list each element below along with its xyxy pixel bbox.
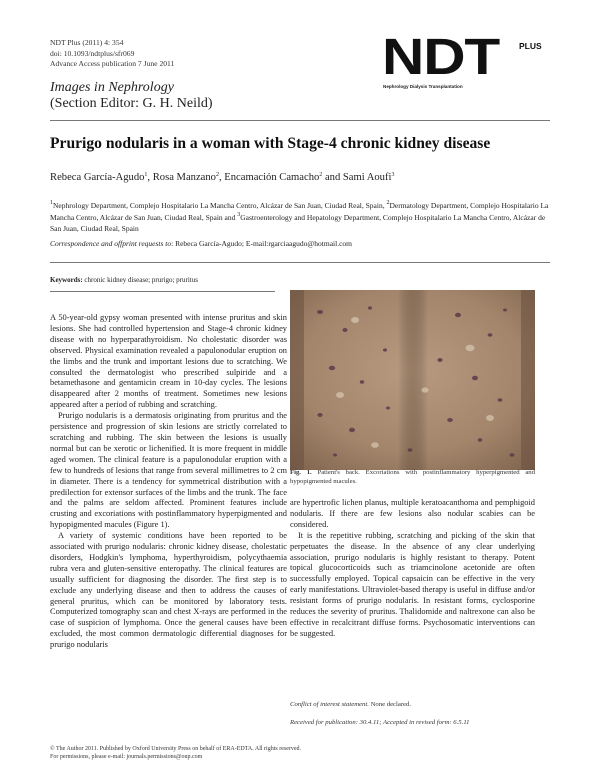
affiliations: $^1$Nephrology Department, Complejo Hospitalario La Mancha Centro, Alcázar de San Juan, Ciudad Real, Spain, $^2$Dermatology Department, Complejo Hospitalario La Mancha Centro, Alcázar de San Juan, Ciudad Real, Spain and $^3$Gastroenterology and Hepatology Department, Complejo Hospitalario La Mancha Centro, Alcázar de San Juan, Ciudad Real, Spain — [50, 200, 549, 234]
logo-wordmark: NDT — [382, 28, 500, 85]
body-column-left — [50, 313, 287, 651]
body-paragraph: It is the repetitive rubbing, scratching and picking of the skin that perpetuates the disease. In the absence of any clear underlying association, prurigo nodularis is highly resistant to therapy. Potent topical glucocorticoids such as triamcinolone acetonide are often successfully employed. Topical capsaicin can be effective in the very early manifestations. Ultraviolet-based therapy is useful in diffuse and/or resistant forms of prurigo nodularis. In resistant forms, cyclosporine reduces the severity of pruritus. Thalidomide and naltrexone can also be effective in recalcitrant diffuse forms. Psychosomatic interventions can be suggested. — [290, 530, 535, 638]
keywords — [50, 276, 198, 284]
figure-patient-back — [290, 290, 535, 470]
advance-access-date: Advance Access publication 7 June 2011 — [50, 59, 175, 69]
keywords-divider-bottom — [50, 291, 275, 292]
journal-citation: NDT Plus (2011) 4: 354 — [50, 38, 124, 47]
footer — [50, 745, 301, 761]
received-dates: Received for publication: 30.4.11; Accepted in revised form: 6.5.11 — [290, 719, 470, 726]
section-title: Images in Nephrology — [50, 80, 174, 95]
body-paragraph: Prurigo nodularis is a dermatosis originating from pruritus and the persistence and progression of skin lesions are strictly correlated to scratching and rubbing. The skin between the lesions is usually normal but can be xerotic or lichenified. It is more frequent in middle aged women. The clinical feature is a papulonodular eruption with a few to hundreds of lesions that range from several millimetres to 2 cm in diameter. There is a tendency for symmetrical distribution with a predilection for extensor surfaces of the limbs and the trunk. The face and the palms are seldom affected. Prominent features include crusting and excoriations with postinflammatory hyperpigmented and hypopigmented macules (Figure 1). — [50, 411, 287, 530]
logo-plus: PLUS — [519, 41, 542, 51]
author-list — [50, 172, 394, 183]
conflict-of-interest: Conflict of interest statement. None declared. — [290, 701, 412, 708]
affiliation: Dermatology Department, Complejo Hospitalario La Mancha Centro, Alcázar de San Juan, Ciudad Real, Spain and — [50, 201, 549, 222]
affiliation: Gastroenterology and Hepatology Department, Complejo Hospitalario La Mancha Centro, Alcázar de San Juan, Ciudad Real, Spain — [50, 212, 546, 234]
figure-label: Fig. 1. — [290, 469, 312, 476]
article-title: Prurigo nodularis in a woman with Stage-4 chronic kidney disease — [50, 135, 491, 152]
ndt-plus-logo — [382, 28, 554, 94]
keywords-label: Keywords: — [50, 276, 83, 284]
copyright-notice: © The Author 2011. Published by Oxford University Press on behalf of ERA-EDTA. All rights reserved. — [50, 746, 302, 752]
author: Encamación Camacho$^2$ and — [224, 172, 343, 183]
body-column-right — [290, 498, 535, 640]
body-paragraph: are hypertrofic lichen planus, multiple keratoacanthoma and pemphigoid nodularis. If there are few lesions also nodular scabies can be considered. — [290, 498, 535, 529]
body-paragraph: A 50-year-old gypsy woman presented with intense pruritus and skin lesions. She had controlled hypertension and Stage-4 chronic kidney disease with no hyperparathyroidism. No cholestatic disorder was observed. Physical examination revealed a papulonodular eruption on the limbs and the trunk and important lesions due to scratching. We consulted the dermatologist who prescribed sulpiride and a betamethasone and gentamicin cream in 10-day cycles. The lesions disappeared after 2 months of treatment. Sometimes new lesions appeared after a period of rubbing and scratching. — [50, 313, 287, 410]
keywords-divider-top — [50, 262, 550, 263]
logo-subtitle: Nephrology Dialysis Transplantation — [383, 84, 463, 89]
figure-image — [290, 290, 535, 470]
author: Sami Aoufi$^3$ — [342, 172, 395, 183]
body-paragraph: A variety of systemic conditions have been reported to be associated with prurigo nodularis: chronic kidney disease, cholestatic disorders, Hodgkin's lymphoma, hyperthyroidism, polycythaemia rubra vera and gluten-sensitive enteropathy. The clinical features are usually sufficient for diagnosing the disorder. The first step is to exclude any underlying disease and then to address the causes of general pruritus, which can be monitored by laboratory tests. Computerized tomography scan and chest X-rays are performed in the case of suspicion of lymphoma. Once the general causes have been excluded, the most common dermatologic differential diagnoses for prurigo nodularis — [50, 531, 287, 650]
doi: doi: 10.1093/ndtplus/sfr069 — [50, 48, 135, 58]
author: Rosa Manzano$^2$, — [152, 172, 225, 183]
header-divider — [50, 120, 550, 121]
permissions-notice: For permissions, please e-mail: journals.permissions@oup.com — [50, 754, 203, 760]
article-metadata — [50, 38, 174, 70]
figure-caption: Fig. 1. Patient's back. Excoriations with postinflammatory hyperpigmented and hypopigmented macules. — [290, 469, 535, 485]
correspondence: Correspondence and offprint requests to: Rebeca García-Agudo; E-mail:rgarciaagudo@hotmail.com — [50, 239, 352, 248]
affiliation: Nephrology Department, Complejo Hospitalario La Mancha Centro, Alcázar de San Juan, Ciudad Real, Spain, — [53, 201, 387, 210]
keywords-list: chronic kidney disease; prurigo; pruritus — [82, 276, 198, 284]
section-editor: (Section Editor: G. H. Neild) — [50, 96, 213, 111]
author: Rebeca García-Agudo$^1$, — [50, 172, 153, 183]
